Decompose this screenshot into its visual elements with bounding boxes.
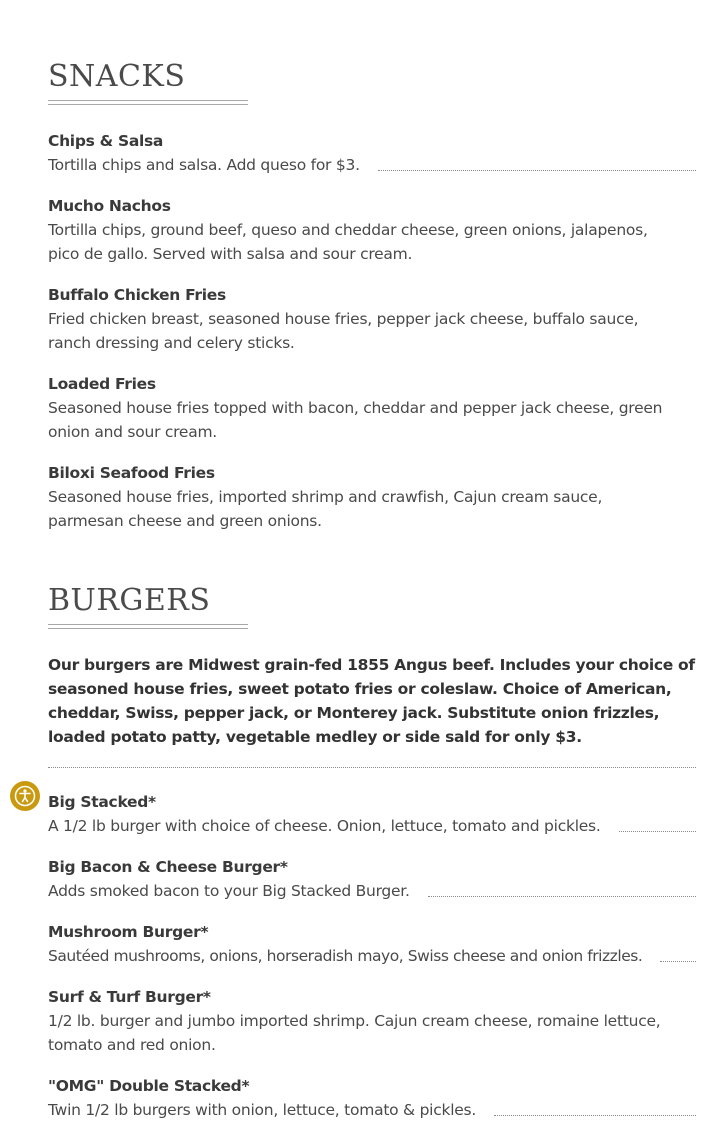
item-description: Seasoned house fries, imported shrimp and crawfish, Cajun cream sauce, parmesan cheese and green onions. [48, 488, 603, 530]
item-name: Mushroom Burger* [48, 923, 209, 941]
menu-item [48, 283, 696, 355]
item-name: Chips & Salsa [48, 132, 164, 150]
burgers-section [48, 584, 696, 1139]
menu-item [48, 1074, 696, 1122]
menu-item [48, 461, 696, 533]
dotted-leader [660, 961, 696, 962]
item-description: Tortilla chips, ground beef, queso and cheddar cheese, green onions, jalapenos, pico de gallo. Served with salsa and sour cream. [48, 221, 648, 263]
item-description: 1/2 lb. burger and jumbo imported shrimp. Cajun cream cheese, romaine lettuce, tomato and red onion. [48, 1012, 661, 1054]
accessibility-icon [14, 785, 36, 807]
item-description: A 1/2 lb burger with choice of cheese. Onion, lettuce, tomato and pickles. [48, 817, 601, 835]
item-name: Mucho Nachos [48, 197, 171, 215]
item-name: Buffalo Chicken Fries [48, 286, 226, 304]
item-description: Seasoned house fries topped with bacon, cheddar and pepper jack cheese, green onion and sour cream. [48, 399, 663, 441]
item-name: "OMG" Double Stacked* [48, 1077, 250, 1095]
menu-item [48, 372, 696, 444]
item-description: Fried chicken breast, seasoned house fries, pepper jack cheese, buffalo sauce, ranch dressing and celery sticks. [48, 310, 639, 352]
menu-item [48, 855, 696, 903]
menu-item [48, 920, 696, 968]
item-description: Twin 1/2 lb burgers with onion, lettuce, tomato & pickles. [48, 1101, 477, 1119]
menu-item [48, 194, 696, 266]
section-title-burgers: BURGERS [48, 583, 211, 618]
snacks-section [48, 60, 696, 550]
item-description: Tortilla chips and salsa. Add queso for $3. [48, 156, 360, 174]
dotted-leader [428, 896, 696, 897]
item-name: Big Stacked* [48, 793, 156, 811]
dotted-leader [494, 1115, 696, 1116]
accessibility-button[interactable] [10, 781, 40, 811]
item-name: Big Bacon & Cheese Burger* [48, 858, 288, 876]
item-description: Adds smoked bacon to your Big Stacked Burger. [48, 882, 410, 900]
menu-item [48, 985, 696, 1057]
dotted-leader [378, 170, 696, 171]
item-name: Loaded Fries [48, 375, 156, 393]
item-description: Sautéed mushrooms, onions, horseradish mayo, Swiss cheese and onion frizzles. [48, 947, 643, 965]
item-name: Biloxi Seafood Fries [48, 464, 215, 482]
dotted-leader [619, 831, 696, 832]
menu-item [48, 129, 696, 177]
burgers-intro: Our burgers are Midwest grain-fed 1855 Angus beef. Includes your choice of seasoned house fries, sweet potato fries or coleslaw. Choice of American, cheddar, Swiss, pepper jack, or Monterey jack. Substitute onion frizzles, loaded potato patty, vegetable medley or side sald for only $3. [48, 656, 695, 746]
menu-item [48, 790, 696, 838]
section-title-snacks: SNACKS [48, 59, 186, 94]
item-name: Surf & Turf Burger* [48, 988, 211, 1006]
